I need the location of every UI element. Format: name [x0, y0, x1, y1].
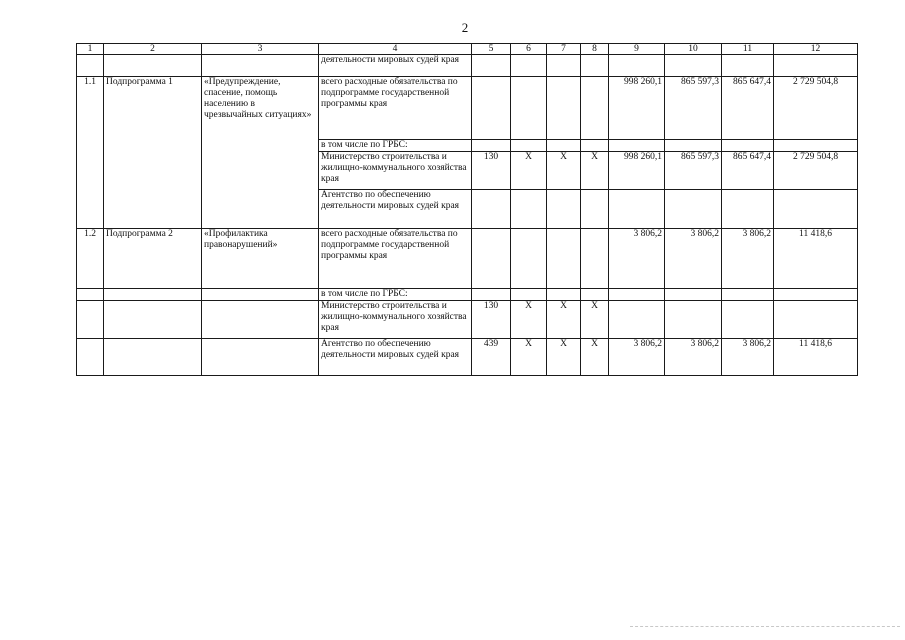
row-number: [77, 339, 104, 376]
table-row: [77, 229, 858, 289]
code-cell: Х: [547, 339, 581, 376]
code-cell: [511, 289, 547, 301]
column-header: 4: [319, 44, 472, 55]
column-header: 2: [104, 44, 202, 55]
column-header: 10: [665, 44, 722, 55]
amount-cell: [665, 55, 722, 77]
table-row: [77, 339, 858, 376]
amount-cell: 865 647,4: [722, 152, 774, 190]
program-name-cell: «Профилактика правонарушений»: [202, 229, 319, 289]
column-header: 12: [774, 44, 858, 55]
amount-cell: 865 597,3: [665, 152, 722, 190]
code-cell: [547, 289, 581, 301]
amount-cell: 3 806,2: [609, 229, 665, 289]
column-header: 3: [202, 44, 319, 55]
code-cell: [511, 140, 547, 152]
program-status-cell: [104, 339, 202, 376]
program-name-cell: [202, 55, 319, 77]
amount-cell: [722, 301, 774, 339]
row-number: [77, 289, 104, 301]
program-name-cell: [202, 339, 319, 376]
code-cell: [511, 55, 547, 77]
code-cell: [511, 229, 547, 289]
grbs-cell: всего расходные обязательства по подпрограмме государственной программы края: [319, 77, 472, 140]
table-row: [77, 77, 858, 140]
code-cell: Х: [581, 339, 609, 376]
code-cell: [547, 140, 581, 152]
code-cell: [581, 190, 609, 229]
code-cell: [581, 289, 609, 301]
grbs-cell: Министерство строительства и жилищно-коммунального хозяйства края: [319, 152, 472, 190]
total-cell: 2 729 504,8: [774, 77, 858, 140]
program-name-cell: [202, 289, 319, 301]
amount-cell: [609, 190, 665, 229]
amount-cell: 3 806,2: [722, 229, 774, 289]
column-header: 1: [77, 44, 104, 55]
budget-table: [76, 43, 858, 376]
code-cell: [547, 55, 581, 77]
row-number: [77, 301, 104, 339]
table-row: [77, 55, 858, 77]
program-status-cell: [104, 55, 202, 77]
amount-cell: 3 806,2: [722, 339, 774, 376]
column-header: 5: [472, 44, 511, 55]
amount-cell: [722, 55, 774, 77]
program-status-cell: [104, 301, 202, 339]
code-cell: [547, 77, 581, 140]
amount-cell: [609, 301, 665, 339]
grbs-cell: Агентство по обеспечению деятельности мировых судей края: [319, 339, 472, 376]
code-cell: 130: [472, 152, 511, 190]
amount-cell: [609, 140, 665, 152]
code-cell: Х: [581, 152, 609, 190]
amount-cell: [665, 190, 722, 229]
grbs-cell: Министерство строительства и жилищно-коммунального хозяйства края: [319, 301, 472, 339]
scan-edge-artifact: [630, 626, 900, 629]
row-number: 1.2: [77, 229, 104, 289]
code-cell: 130: [472, 301, 511, 339]
table-row: [77, 301, 858, 339]
program-name-cell: «Предупреждение, спасение, помощь населению в чрезвычайных ситуациях»: [202, 77, 319, 229]
column-header: 7: [547, 44, 581, 55]
amount-cell: [665, 140, 722, 152]
amount-cell: [722, 190, 774, 229]
code-cell: [472, 77, 511, 140]
code-cell: Х: [511, 152, 547, 190]
program-status-cell: Подпрограмма 2: [104, 229, 202, 289]
column-header: 8: [581, 44, 609, 55]
grbs-cell: в том числе по ГРБС:: [319, 289, 472, 301]
amount-cell: 3 806,2: [665, 339, 722, 376]
code-cell: Х: [547, 152, 581, 190]
amount-cell: 3 806,2: [665, 229, 722, 289]
grbs-cell: в том числе по ГРБС:: [319, 140, 472, 152]
amount-cell: 998 260,1: [609, 152, 665, 190]
code-cell: [547, 229, 581, 289]
amount-cell: [609, 289, 665, 301]
amount-cell: [665, 289, 722, 301]
total-cell: [774, 140, 858, 152]
program-status-cell: [104, 289, 202, 301]
total-cell: 11 418,6: [774, 229, 858, 289]
code-cell: [581, 77, 609, 140]
row-number: 1.1: [77, 77, 104, 229]
program-status-cell: Подпрограмма 1: [104, 77, 202, 229]
grbs-cell: деятельности мировых судей края: [319, 55, 472, 77]
code-cell: Х: [511, 339, 547, 376]
grbs-cell: всего расходные обязательства по подпрограмме государственной программы края: [319, 229, 472, 289]
code-cell: [581, 140, 609, 152]
total-cell: [774, 301, 858, 339]
code-cell: [511, 190, 547, 229]
total-cell: [774, 289, 858, 301]
amount-cell: 865 647,4: [722, 77, 774, 140]
amount-cell: [722, 289, 774, 301]
column-header: 9: [609, 44, 665, 55]
amount-cell: 3 806,2: [609, 339, 665, 376]
page-number: 2: [461, 20, 469, 35]
total-cell: [774, 190, 858, 229]
program-name-cell: [202, 301, 319, 339]
code-cell: [472, 190, 511, 229]
total-cell: [774, 55, 858, 77]
total-cell: 2 729 504,8: [774, 152, 858, 190]
code-cell: 439: [472, 339, 511, 376]
amount-cell: 998 260,1: [609, 77, 665, 140]
column-number-row: [77, 44, 858, 55]
code-cell: [472, 140, 511, 152]
code-cell: Х: [547, 301, 581, 339]
column-header: 11: [722, 44, 774, 55]
code-cell: [581, 55, 609, 77]
code-cell: Х: [511, 301, 547, 339]
code-cell: [472, 229, 511, 289]
amount-cell: [722, 140, 774, 152]
table-row: [77, 289, 858, 301]
amount-cell: [665, 301, 722, 339]
row-number: [77, 55, 104, 77]
grbs-cell: Агентство по обеспечению деятельности мировых судей края: [319, 190, 472, 229]
amount-cell: 865 597,3: [665, 77, 722, 140]
code-cell: [547, 190, 581, 229]
amount-cell: [609, 55, 665, 77]
code-cell: [581, 229, 609, 289]
code-cell: [472, 55, 511, 77]
code-cell: [511, 77, 547, 140]
code-cell: [472, 289, 511, 301]
column-header: 6: [511, 44, 547, 55]
code-cell: Х: [581, 301, 609, 339]
total-cell: 11 418,6: [774, 339, 858, 376]
